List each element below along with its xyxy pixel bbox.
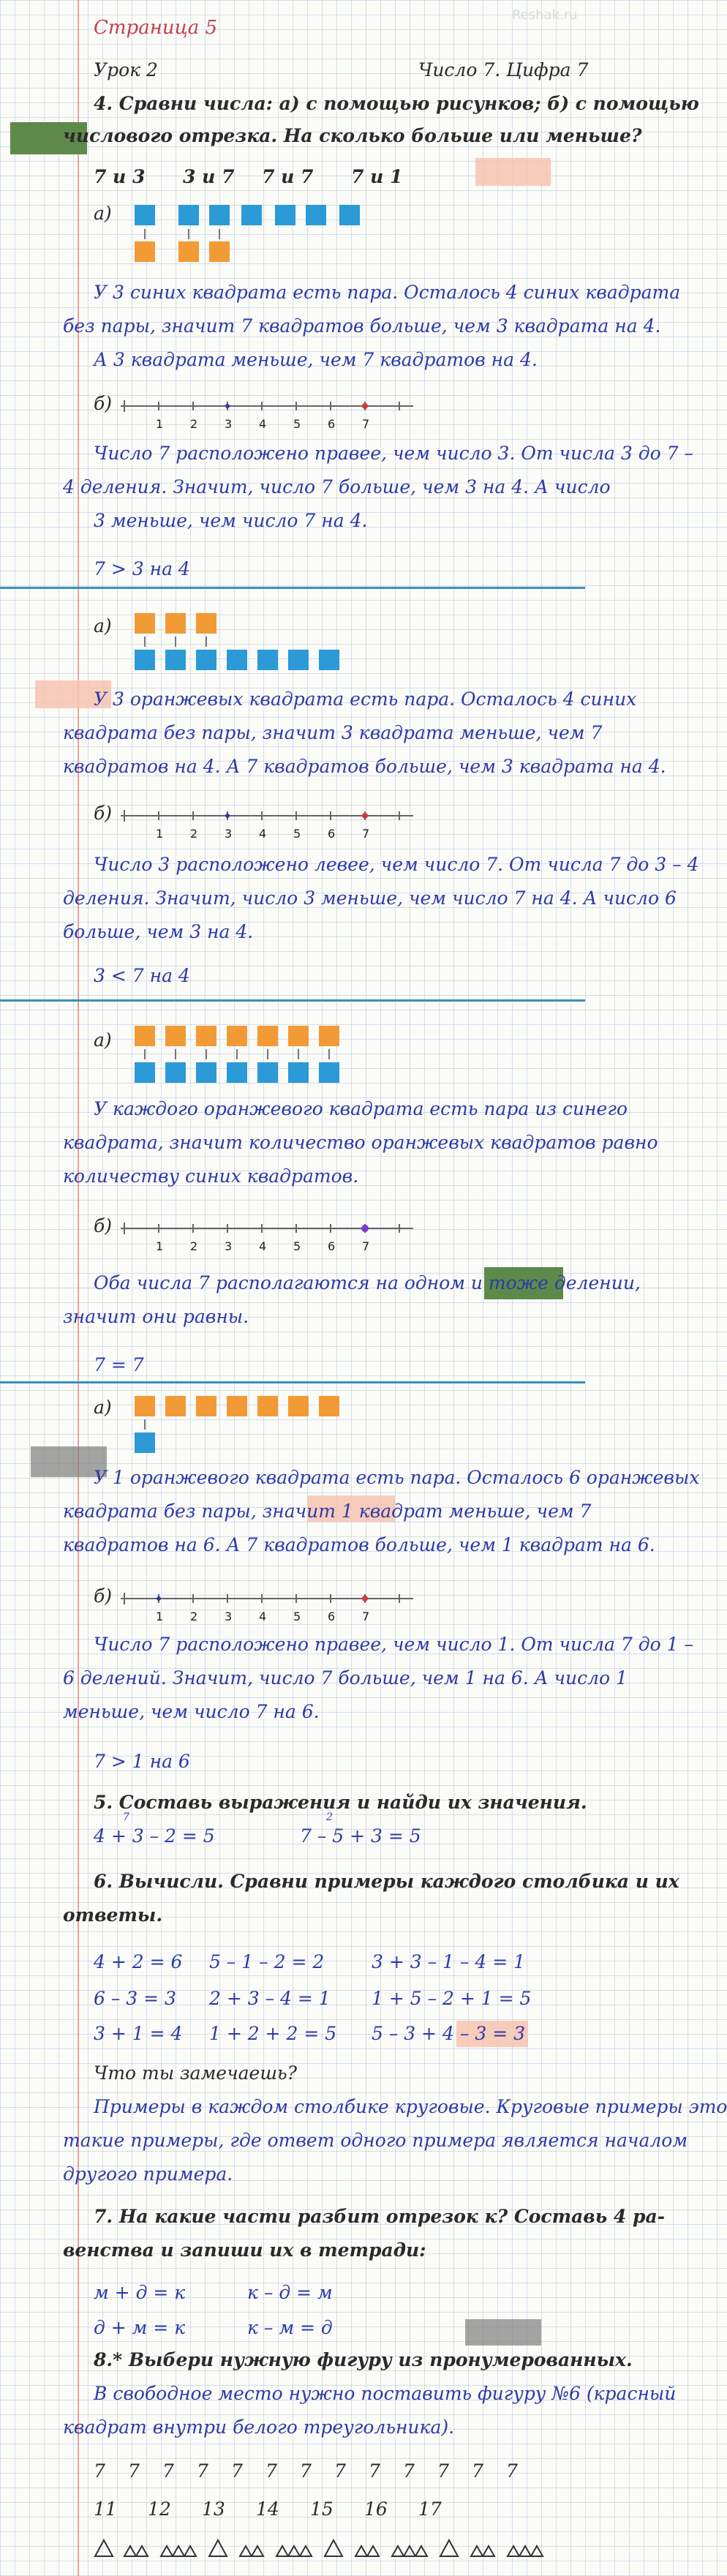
digit-seven: 7 [403,2460,415,2482]
result: 7 > 1 на 6 [94,1751,190,1772]
orange-square [257,1396,278,1416]
answer-line: другого примера. [63,2163,233,2185]
section-separator [0,587,585,589]
pair-label: 7 и 3 [94,166,146,187]
tick-label: 2 [190,827,198,841]
part-b-label: б) [94,803,113,824]
tick-label: 1 [156,1239,164,1253]
text-line: У 3 синих квадрата есть пара. Осталось 4 синих квадрата [94,282,681,303]
orange-square [319,1026,339,1046]
task7-title-line1: 7. На какие части разбит отрезок к? Составь 4 ра- [94,2206,666,2227]
example: 3 + 3 – 1 – 4 = 1 [372,1951,525,1972]
expression: 4 + 3 – 2 = 5 [94,1825,215,1847]
orange-square [288,1396,309,1416]
tick-label: 2 [190,1239,198,1253]
example: 6 – 3 = 3 [94,1988,176,2009]
text-line: значит они равны. [63,1306,249,1327]
task5-title: 5. Составь выражения и найди их значения. [94,1792,587,1813]
tick-label: 4 [259,1610,267,1623]
tick-label: 5 [293,1610,301,1623]
orange-square [178,241,199,262]
blue-square [135,1062,155,1083]
page-number: Страница 5 [94,17,218,39]
pair-tick [219,229,220,239]
digit-seven: 7 [128,2460,140,2482]
part-b-label: б) [94,1585,113,1607]
pair-label: 7 и 7 [262,166,314,187]
copybook-numbers-row [94,2498,462,2521]
tick-label: 1 [156,1610,164,1623]
task8-title: 8.* Выбери нужную фигуру из пронумерованных. [94,2349,633,2370]
blue-square [288,1062,309,1083]
pair-label: 7 и 1 [351,166,403,187]
question: Что ты замечаешь? [94,2062,298,2084]
blue-square [257,650,278,670]
text-line: Оба числа 7 располагаются на одном и тоже делении, [94,1272,641,1293]
text-line: квадратов на 6. А 7 квадратов больше, чем 1 квадрат на 6. [63,1534,655,1555]
text-line: Число 7 расположено правее, чем число 1. От числа 7 до 1 – [94,1634,693,1655]
blue-square [227,650,247,670]
tick-label: 7 [362,1610,370,1623]
helper-sup: 7 [123,1811,129,1823]
tick-label: 3 [225,1239,233,1253]
blue-square [241,205,262,225]
blue-square [135,650,155,670]
part-b-label: б) [94,1215,113,1236]
orange-square [227,1396,247,1416]
part-a-label: а) [94,615,112,637]
copybook-sevens-row [94,2460,562,2483]
text-line: 6 делений. Значит, число 7 больше, чем 1 на 6. А число 1 [63,1667,628,1689]
example: 5 – 3 + 4 – 3 = 3 [372,2023,525,2044]
tick-label: 5 [293,417,301,431]
tick-label: 5 [293,1239,301,1253]
tick-label: 4 [259,417,267,431]
digit-seven: 7 [369,2460,381,2482]
blue-square [275,205,295,225]
part-a-label: а) [94,1029,112,1051]
result: 3 < 7 на 4 [94,965,190,986]
number-line [117,399,432,435]
number-line [117,1221,432,1258]
example: 1 + 2 + 2 = 5 [209,2023,337,2044]
copy-number: 15 [310,2498,334,2520]
text-line: Число 7 расположено правее, чем число 3. От числа 3 до 7 – [94,443,693,464]
blue-square [135,1432,155,1453]
example: 3 + 1 = 4 [94,2023,183,2044]
grey-label [465,2319,541,2346]
section-separator [0,1381,585,1383]
example: 4 + 2 = 6 [94,1951,183,1972]
highlight-box [475,158,551,186]
number-line [117,808,432,845]
part-b-label: б) [94,393,113,414]
section-separator [0,999,585,1002]
blue-square [196,1062,216,1083]
notebook-margin-line [78,0,79,2576]
orange-square [165,1396,186,1416]
blue-square [288,650,309,670]
blue-square [319,650,339,670]
expression: 7 – 5 + 3 = 5 [300,1825,421,1847]
tick-label: 6 [328,417,336,431]
orange-square [288,1026,309,1046]
blue-square [178,205,199,225]
tick-label: 6 [328,827,336,841]
tick-label: 6 [328,1610,336,1623]
blue-square [227,1062,247,1083]
orange-square [257,1026,278,1046]
pair-tick [144,229,146,239]
text-line: У 1 оранжевого квадрата есть пара. Осталось 6 оранжевых [94,1467,700,1488]
equality: к – м = д [247,2317,333,2338]
text-line: 3 меньше, чем число 7 на 4. [94,510,368,531]
text-line: больше, чем 3 на 4. [63,921,254,942]
digit-seven: 7 [300,2460,312,2482]
equality: д + м = к [94,2317,186,2338]
text-line: А 3 квадрата меньше, чем 7 квадратов на 4. [94,349,538,370]
tick-label: 4 [259,827,267,841]
tick-label: 4 [259,1239,267,1253]
digit-seven: 7 [334,2460,347,2482]
blue-square [165,650,186,670]
pair-tick [175,637,176,647]
answer-line: квадрат внутри белого треугольника). [63,2417,455,2438]
orange-square [196,613,216,634]
copy-number: 14 [256,2498,279,2520]
copy-number: 13 [202,2498,225,2520]
task6-title-line1: 6. Вычисли. Сравни примеры каждого столбика и их [94,1871,679,1892]
text-line: У 3 оранжевых квадрата есть пара. Осталось 4 синих [94,688,637,710]
triangle-pattern [94,2537,562,2559]
text-line: Число 3 расположено левее, чем число 7. От числа 7 до 3 – 4 [94,854,699,875]
pair-tick [144,1049,146,1059]
pair-tick [298,1049,299,1059]
orange-square [196,1396,216,1416]
tick-label: 2 [190,1610,198,1623]
tick-label: 7 [362,1239,370,1253]
part-a-label: а) [94,1397,112,1418]
text-line: количеству синих квадратов. [63,1165,359,1187]
pair-tick [144,637,146,647]
orange-square [135,613,155,634]
orange-square [227,1026,247,1046]
result: 7 > 3 на 4 [94,558,190,579]
text-line: деления. Значит, число 3 меньше, чем число 7 на 4. А число 6 [63,887,677,909]
pair-tick [188,229,189,239]
blue-square [196,650,216,670]
orange-square [209,241,230,262]
tick-label: 6 [328,1239,336,1253]
blue-square [306,205,326,225]
example: 2 + 3 – 4 = 1 [209,1988,331,2009]
task4-title-line2: числового отрезка. На сколько больше или меньше? [63,125,642,146]
pair-tick [267,1049,268,1059]
blue-square [257,1062,278,1083]
digit-seven: 7 [437,2460,450,2482]
pair-tick [206,637,207,647]
tick-label: 7 [362,417,370,431]
example: 1 + 5 – 2 + 1 = 5 [372,1988,532,2009]
copy-number: 12 [148,2498,171,2520]
equality: м + д = к [94,2282,186,2303]
tick-label: 3 [225,417,233,431]
digit-seven: 7 [197,2460,209,2482]
blue-square [165,1062,186,1083]
text-line: квадрата, значит количество оранжевых квадратов равно [63,1132,658,1153]
text-line: меньше, чем число 7 на 6. [63,1701,320,1722]
task6-title-line2: ответы. [63,1904,163,1926]
example: 5 – 1 – 2 = 2 [209,1951,325,1972]
answer-line: такие примеры, где ответ одного примера является началом [63,2130,688,2151]
orange-square [196,1026,216,1046]
blue-square [135,205,155,225]
blue-square [209,205,230,225]
pair-tick [236,1049,238,1059]
tick-label: 2 [190,417,198,431]
tick-label: 3 [225,1610,233,1623]
orange-square [165,613,186,634]
tick-label: 5 [293,827,301,841]
part-a-label: а) [94,203,112,224]
helper-sup: 2 [326,1811,333,1823]
tick-label: 1 [156,827,164,841]
topic-label: Число 7. Цифра 7 [418,59,589,80]
digit-seven: 7 [162,2460,175,2482]
orange-square [319,1396,339,1416]
blue-square [339,205,360,225]
tick-label: 3 [225,827,233,841]
pair-tick [175,1049,176,1059]
task4-title-line1: 4. Сравни числа: а) с помощью рисунков; б) с помощью [94,93,699,114]
answer-line: Примеры в каждом столбике круговые. Круговые примеры это [94,2096,727,2117]
number-line [117,1591,432,1628]
text-line: У каждого оранжевого квадрата есть пара из синего [94,1098,628,1119]
answer-line: В свободное место нужно поставить фигуру №6 (красный [94,2383,677,2404]
lesson-label: Урок 2 [94,59,158,80]
digit-seven: 7 [231,2460,244,2482]
copy-number: 16 [364,2498,388,2520]
text-line: 4 деления. Значит, число 7 больше, чем 3 на 4. А число [63,476,611,497]
orange-square [165,1026,186,1046]
digit-seven: 7 [506,2460,519,2482]
text-line: квадрата без пары, значит 1 квадрат меньше, чем 7 [63,1501,592,1522]
blue-square [319,1062,339,1083]
orange-square [135,1026,155,1046]
pair-tick [328,1049,330,1059]
tick-label: 1 [156,417,164,431]
copy-number: 17 [418,2498,442,2520]
result: 7 = 7 [94,1354,144,1375]
digit-seven: 7 [265,2460,278,2482]
digit-seven: 7 [472,2460,484,2482]
equality: к – д = м [247,2282,333,2303]
text-line: квадратов на 4. А 7 квадратов больше, чем 3 квадрата на 4. [63,756,666,777]
pair-tick [144,1419,146,1430]
watermark: Reshak.ru [512,7,578,23]
pair-tick [206,1049,207,1059]
task7-title-line2: венства и запиши их в тетради: [63,2239,426,2261]
text-line: квадрата без пары, значит 3 квадрата меньше, чем 7 [63,722,603,743]
digit-seven: 7 [94,2460,106,2482]
pair-label: 3 и 7 [183,166,235,187]
orange-square [135,241,155,262]
copy-number: 11 [94,2498,117,2520]
tick-label: 7 [362,827,370,841]
text-line: без пары, значит 7 квадратов больше, чем 3 квадрата на 4. [63,315,661,337]
orange-square [135,1396,155,1416]
